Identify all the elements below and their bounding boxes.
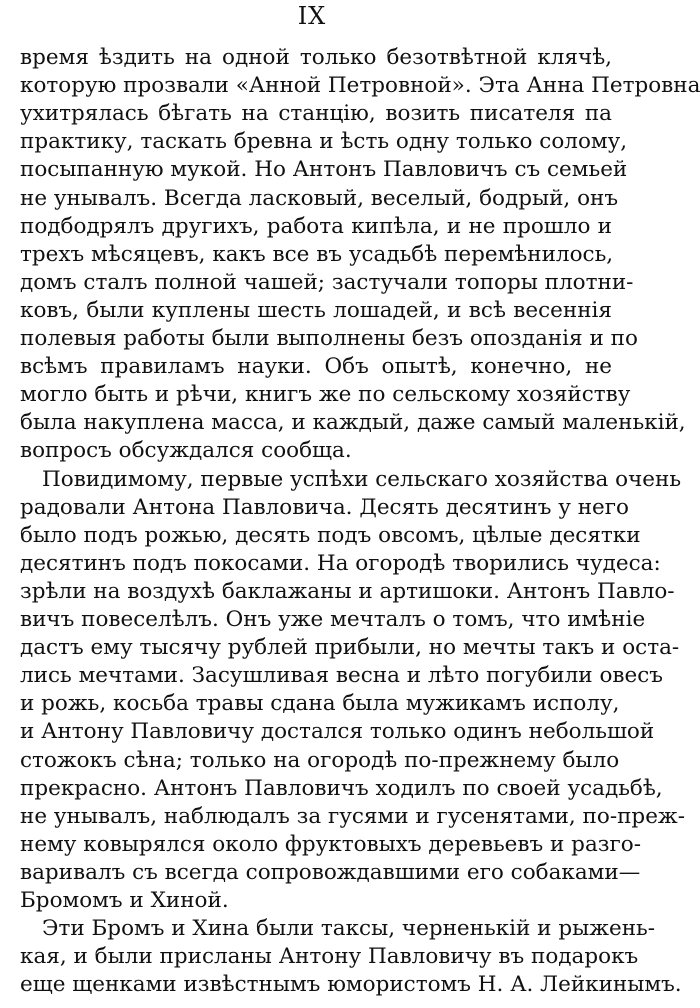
text-line: прекрасно. Антонъ Павловичъ ходилъ по своей усадьбѣ, <box>20 775 663 801</box>
text-line: радовали Антона Павловича. Десять десятинъ у него <box>20 494 629 520</box>
text-line: трехъ мѣсяцевъ, какъ все въ усадьбѣ перемѣнилось, <box>20 241 614 267</box>
page-number: IX <box>297 2 327 30</box>
text-line: зрѣли на воздухѣ баклажаны и артишоки. Антонъ Павло- <box>20 578 675 604</box>
text-line: которую прозвали «Анной Петровной». Эта Анна Петровна <box>20 73 700 99</box>
paragraph-end-line: вопросъ обсуждался сообща. <box>20 438 352 464</box>
text-line: вичъ повеселѣлъ. Онъ уже мечталъ о томъ, что имѣніе <box>20 607 646 632</box>
text-line: лись мечтами. Засушливая весна и лѣто погубили овесъ <box>20 663 663 689</box>
paragraph-end-line: Бромомъ и Хиной. <box>20 888 229 913</box>
text-line: всѣмъ правиламъ науки. Объ опытѣ, конечно, не <box>20 354 612 380</box>
text-line: посыпанную мукой. Но Антонъ Павловичъ съ семьей <box>20 157 628 183</box>
text-line: и рожь, косьба травы сдана была мужикамъ исполу, <box>20 691 620 717</box>
text-line: еще щенками извѣстнымъ юмористомъ Н. А. Лейкинымъ. <box>20 972 682 998</box>
text-line: практику, таскать бревна и ѣсть одну только солому, <box>20 129 628 155</box>
text-line: была накуплена масса, и каждый, даже самый маленькій, <box>20 410 686 436</box>
text-line: домъ сталъ полной чашей; застучали топоры плотни- <box>20 269 634 295</box>
paragraph-first-line: Эти Бромъ и Хина были таксы, черненькій и рыжень- <box>42 916 655 942</box>
text-line: варивалъ съ всегда сопровождавшими его собаками— <box>20 859 641 885</box>
paragraph-first-line: Повидимому, первые успѣхи сельскаго хозяйства очень <box>42 466 682 492</box>
text-line: не унывалъ, наблюдалъ за гусями и гусенятами, по-преж- <box>20 803 685 829</box>
text-line: десятинъ подъ покосами. На огородѣ творились чудеса: <box>20 550 661 576</box>
text-line: кая, и были присланы Антону Павловичу въ подарокъ <box>20 944 639 970</box>
text-line: полевыя работы были выполнены безъ опозданія и по <box>20 326 638 351</box>
text-line: было подъ рожью, десять подъ овсомъ, цѣлые десятки <box>20 522 641 548</box>
text-line: могло быть и рѣчи, книгъ же по сельскому хозяйству <box>20 382 631 408</box>
text-line: дастъ ему тысячу рублей прибыли, но мечты такъ и оста- <box>20 635 680 661</box>
text-line: и Антону Павловичу достался только одинъ небольшой <box>20 719 655 745</box>
text-line: стожокъ сѣна; только на огородѣ по-прежнему было <box>20 747 620 773</box>
text-line: ухитрялась бѣгать на станцію, возить писателя па <box>20 101 612 127</box>
text-line: время ѣздить на одной только безотвѣтной клячѣ, <box>20 45 612 70</box>
text-line: ковъ, были куплены шесть лошадей, и всѣ весеннія <box>20 297 612 323</box>
text-line: нему ковырялся около фруктовыхъ деревьевъ и разго- <box>20 831 641 857</box>
text-line: не унывалъ. Всегда ласковый, веселый, бодрый, онъ <box>20 185 619 211</box>
text-line: подбодрялъ другихъ, работа кипѣла, и не прошло и <box>20 213 612 239</box>
